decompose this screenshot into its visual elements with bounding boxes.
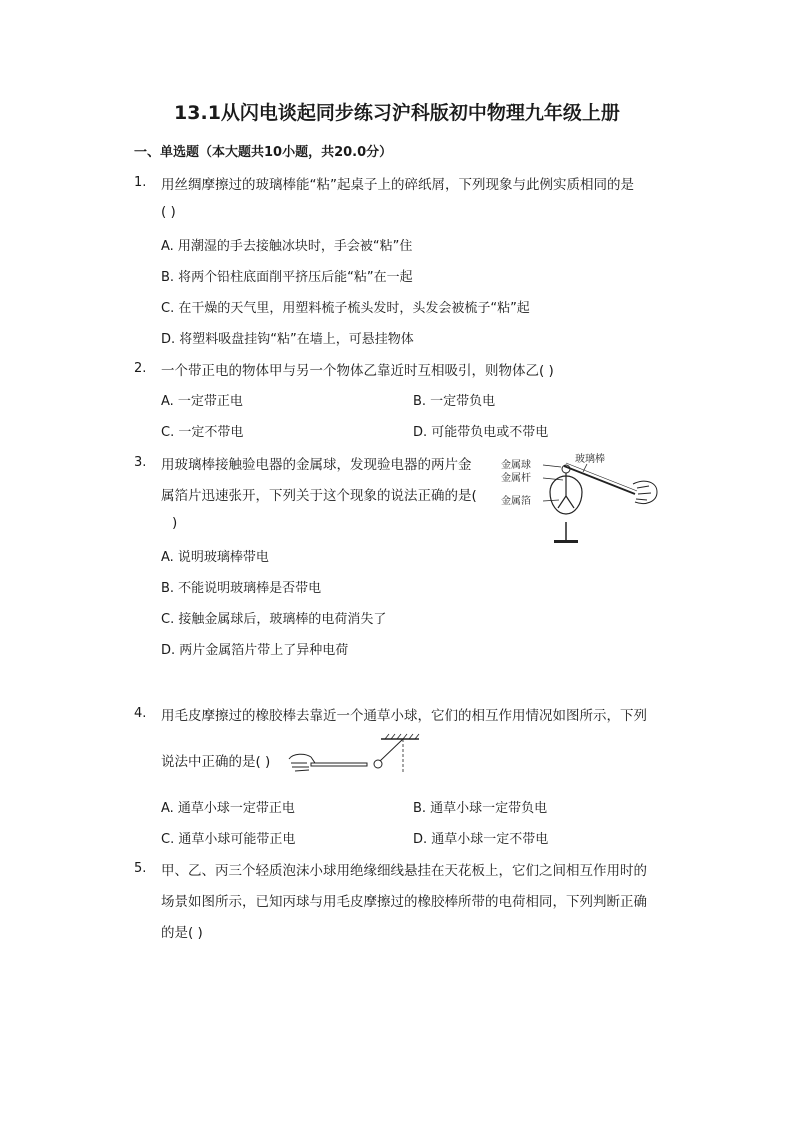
figure-label-glass-rod: 玻璃棒 xyxy=(575,454,605,465)
option-a: A. 说明玻璃棒带电 xyxy=(161,550,269,565)
question-text-line: 用玻璃棒接触验电器的金属球，发现验电器的两片金 xyxy=(161,457,472,473)
question-number: 5. xyxy=(134,861,147,876)
option-b: B. 将两个铅柱底面削平挤压后能“粘”在一起 xyxy=(161,270,413,285)
question-text-line: ( ) xyxy=(161,204,176,220)
question-text-line: ) xyxy=(172,515,178,531)
question-text-line: 用丝绸摩擦过的玻璃棒能“粘”起桌子上的碎纸屑，下列现象与此例实质相同的是 xyxy=(161,177,634,193)
question-number: 1. xyxy=(134,175,147,190)
rubber-rod-figure xyxy=(285,733,425,777)
figure-label-metal-rod: 金属杆 xyxy=(501,473,531,484)
option-c: C. 接触金属球后，玻璃棒的电荷消失了 xyxy=(161,612,387,627)
option-d: D. 通草小球一定不带电 xyxy=(413,832,549,847)
question-text-line: 说法中正确的是( ) xyxy=(161,754,271,770)
electroscope-figure xyxy=(495,448,665,550)
figure-label-metal-ball: 金属球 xyxy=(501,460,531,471)
figure-label-metal-foil: 金属箔 xyxy=(501,496,531,507)
option-c: C. 一定不带电 xyxy=(161,425,244,440)
question-text-line: 用毛皮摩擦过的橡胶棒去靠近一个通草小球，它们的相互作用情况如图所示，下列 xyxy=(161,708,647,724)
section-heading: 一、单选题（本大题共10小题，共20.0分） xyxy=(134,145,393,160)
option-b: B. 不能说明玻璃棒是否带电 xyxy=(161,581,322,596)
option-d: D. 两片金属箔片带上了异种电荷 xyxy=(161,643,349,658)
option-a: A. 一定带正电 xyxy=(161,394,243,409)
question-text-line: 属箔片迅速张开，下列关于这个现象的说法正确的是( xyxy=(161,488,477,504)
option-a: A. 通草小球一定带正电 xyxy=(161,801,295,816)
question-text-line: 一个带正电的物体甲与另一个物体乙靠近时互相吸引，则物体乙( ) xyxy=(161,363,554,379)
question-text-line: 甲、乙、丙三个轻质泡沫小球用绝缘细线悬挂在天花板上，它们之间相互作用时的 xyxy=(161,863,647,879)
option-a: A. 用潮湿的手去接触冰块时，手会被“粘”住 xyxy=(161,239,413,254)
option-b: B. 一定带负电 xyxy=(413,394,496,409)
page-title: 13.1从闪电谈起同步练习沪科版初中物理九年级上册 xyxy=(174,102,620,124)
option-c: C. 在干燥的天气里，用塑料梳子梳头发时，头发会被梳子“粘”起 xyxy=(161,301,530,316)
option-d: D. 可能带负电或不带电 xyxy=(413,425,549,440)
question-number: 3. xyxy=(134,455,147,470)
question-text-line: 场景如图所示，已知丙球与用毛皮摩擦过的橡胶棒所带的电荷相同，下列判断正确 xyxy=(161,894,647,910)
question-number: 2. xyxy=(134,361,147,376)
option-b: B. 通草小球一定带负电 xyxy=(413,801,548,816)
option-d: D. 将塑料吸盘挂钩“粘”在墙上，可悬挂物体 xyxy=(161,332,414,347)
question-text-line: 的是( ) xyxy=(161,925,203,941)
question-number: 4. xyxy=(134,706,147,721)
option-c: C. 通草小球可能带正电 xyxy=(161,832,296,847)
